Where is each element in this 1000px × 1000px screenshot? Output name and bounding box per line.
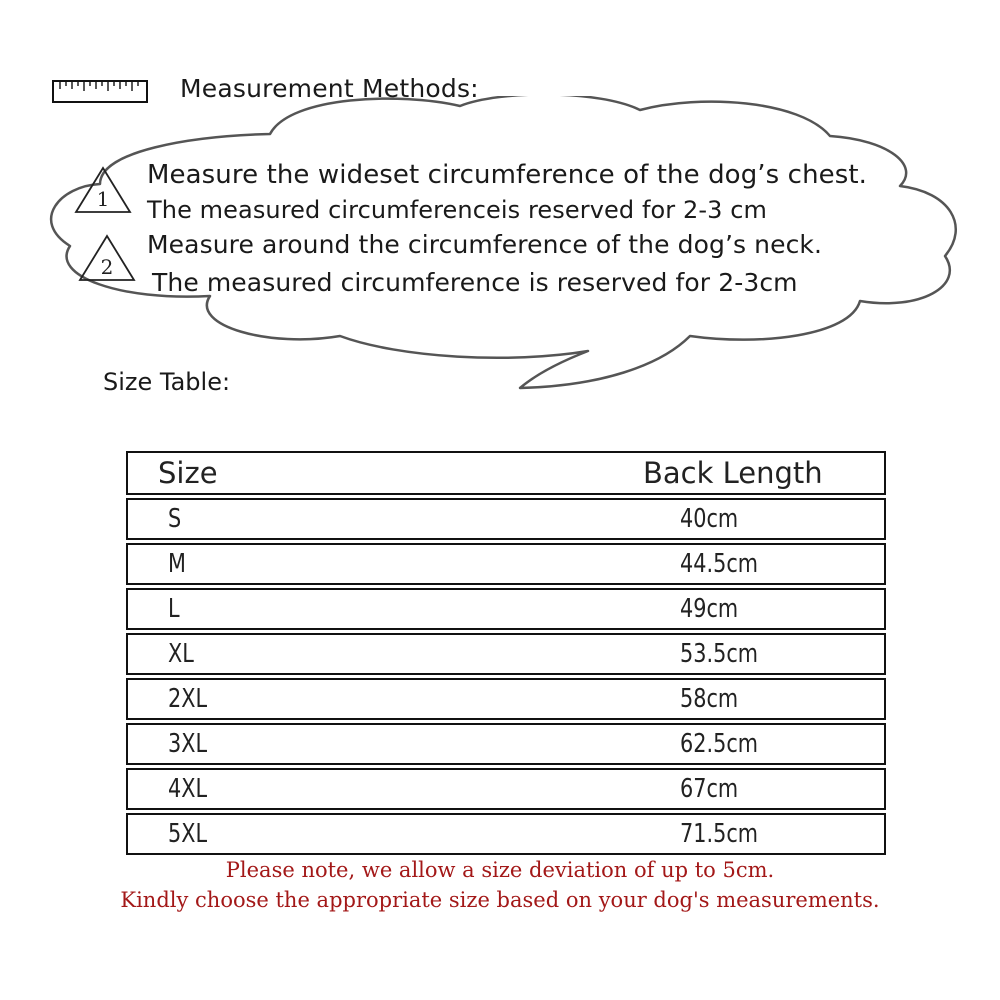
back-length-cell: 71.5cm [458, 813, 886, 855]
table-row [126, 633, 886, 675]
step-1-line-2: The measured circumferenceis reserved for 2-3 cm [147, 196, 767, 224]
note-line-2: Kindly choose the appropriate size based on your dog's measurements. [120, 888, 880, 912]
step-1-line-1: Measure the wideset circumference of the dog’s chest. [147, 160, 868, 190]
header-back-length: Back Length [458, 451, 886, 495]
step-2-line-2: The measured circumference is reserved for 2-3cm [152, 268, 798, 297]
table-row [126, 543, 886, 585]
table-row [126, 588, 886, 630]
back-length-cell: 53.5cm [458, 633, 886, 675]
back-length-cell: 40cm [458, 498, 886, 540]
size-cell: M [126, 543, 458, 585]
size-cell: S [126, 498, 458, 540]
table-row [126, 498, 886, 540]
table-row [126, 678, 886, 720]
table-row [126, 768, 886, 810]
back-length-cell: 44.5cm [458, 543, 886, 585]
note-line-1: Please note, we allow a size deviation of up to 5cm. [225, 858, 775, 882]
size-table-label: Size Table: [103, 368, 231, 396]
size-cell: L [126, 588, 458, 630]
size-cell: XL [126, 633, 458, 675]
back-length-cell: 58cm [458, 678, 886, 720]
step-2-line-1: Measure around the circumference of the dog’s neck. [147, 230, 823, 259]
size-cell: 4XL [126, 768, 458, 810]
table-row [126, 723, 886, 765]
table-row [126, 813, 886, 855]
step-1-number: 1 [96, 187, 110, 211]
size-table-header-row [126, 451, 886, 495]
step-2-triangle-icon [76, 232, 138, 284]
size-cell: 3XL [126, 723, 458, 765]
back-length-cell: 49cm [458, 588, 886, 630]
methods-title: Measurement Methods: [180, 74, 479, 103]
size-cell: 5XL [126, 813, 458, 855]
size-cell: 2XL [126, 678, 458, 720]
back-length-cell: 62.5cm [458, 723, 886, 765]
step-1-triangle-icon [72, 164, 134, 216]
back-length-cell: 67cm [458, 768, 886, 810]
header-size: Size [126, 451, 458, 495]
step-2-number: 2 [100, 255, 114, 279]
size-table [126, 448, 886, 858]
